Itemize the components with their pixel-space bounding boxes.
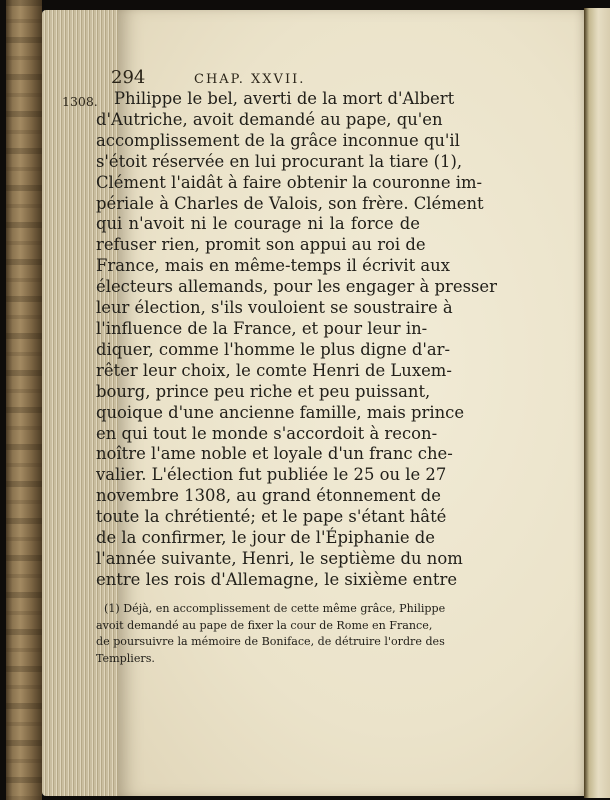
text-line: quoique d'une ancienne famille, mais prince bbox=[96, 402, 465, 422]
text-line: d'Autriche, avoit demandé au pape, qu'en bbox=[96, 109, 443, 129]
text-line: leur élection, s'ils vouloient se soustraire à bbox=[96, 298, 453, 318]
running-head: CHAP. XXVII. bbox=[194, 72, 306, 87]
text-line: Philippe le bel, averti de la mort d'Albert bbox=[114, 89, 455, 108]
text-line: électeurs allemands, pour les engager à presser bbox=[96, 277, 497, 297]
footnote-line: de poursuivre la mémoire de Boniface, de détruire l'ordre des bbox=[96, 635, 445, 649]
footnote-line: avoit demandé au pape de fixer la cour de Rome en France, bbox=[96, 618, 433, 632]
text-line: l'influence de la France, et pour leur in- bbox=[96, 318, 428, 338]
text-line: de la confirmer, le jour de l'Épiphanie de bbox=[96, 528, 435, 548]
footnote bbox=[96, 601, 446, 667]
margin-note-year: 1308. bbox=[62, 94, 98, 109]
text-line: Clément l'aidât à faire obtenir la couronne im- bbox=[96, 172, 483, 192]
book-cover-left bbox=[6, 0, 42, 800]
text-line: l'année suivante, Henri, le septième du nom bbox=[96, 548, 463, 568]
page-number: 294 bbox=[111, 67, 146, 88]
text-line: noître l'ame noble et loyale d'un franc che- bbox=[96, 444, 453, 464]
footnote-line: Templiers. bbox=[96, 651, 155, 665]
text-line: entre les rois d'Allemagne, le sixième entre bbox=[96, 569, 458, 589]
text-line: accomplissement de la grâce inconnue qu'il bbox=[96, 130, 460, 150]
text-line: toute la chrétienté; et le pape s'étant hâté bbox=[96, 507, 447, 527]
facing-page-edge bbox=[584, 8, 610, 798]
text-line: France, mais en même-temps il écrivit aux bbox=[96, 256, 450, 276]
text-line: diquer, comme l'homme le plus digne d'ar- bbox=[96, 339, 451, 359]
text-line: qui n'avoit ni le courage ni la force de bbox=[96, 214, 420, 234]
text-line: rêter leur choix, le comte Henri de Luxem- bbox=[96, 360, 452, 380]
text-line: bourg, prince peu riche et peu puissant, bbox=[96, 381, 431, 401]
text-line: périale à Charles de Valois, son frère. Clément bbox=[96, 193, 484, 213]
text-line: refuser rien, promit son appui au roi de bbox=[96, 235, 426, 255]
footnote-line: (1) Déjà, en accomplissement de cette même grâce, Philippe bbox=[104, 602, 446, 615]
body-text bbox=[96, 89, 497, 591]
text-line: valier. L'élection fut publiée le 25 ou le 27 bbox=[96, 465, 447, 485]
text-line: novembre 1308, au grand étonnement de bbox=[96, 486, 441, 506]
text-line: en qui tout le monde s'accordoit à recon- bbox=[96, 423, 438, 443]
text-line: s'étoit réservée en lui procurant la tiare (1), bbox=[96, 151, 463, 171]
